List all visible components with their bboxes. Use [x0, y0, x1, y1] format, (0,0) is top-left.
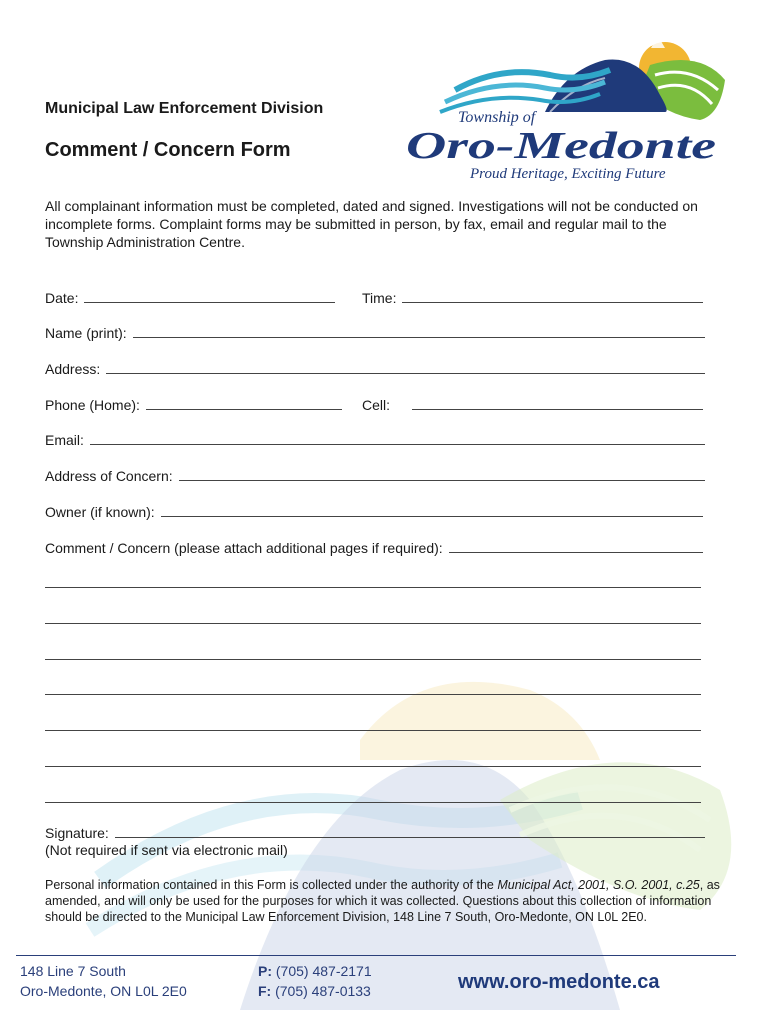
comment-line-5[interactable] — [45, 694, 701, 695]
signature-field[interactable] — [45, 823, 705, 841]
owner-line[interactable] — [161, 504, 703, 517]
privacy-text-2: , as amended, and will only be used for the purposes for which it was collected. Questions about this collection of information should be directed to the Municipal Law Enforcement Division, 148 Line 7 South, Oro-Medonte, ON L0L 2E0. — [45, 878, 720, 924]
signature-note: (Not required if sent via electronic mail) — [45, 842, 288, 858]
date-label: Date: — [45, 290, 79, 306]
comment-line-2[interactable] — [45, 587, 701, 588]
footer-address-line2: Oro-Medonte, ON L0L 2E0 — [20, 983, 187, 999]
intro-text: All complainant information must be completed, dated and signed. Investigations will not be conducted on incomplete forms. Complaint forms may be submitted in person, by fax, email and regular mail to the Township Administration Centre. — [45, 198, 698, 250]
email-label: Email: — [45, 432, 84, 448]
address-of-concern-label: Address of Concern: — [45, 468, 173, 484]
footer-phone: (705) 487-2171 — [275, 963, 372, 979]
address-of-concern-line[interactable] — [179, 468, 705, 481]
time-line[interactable] — [402, 290, 703, 303]
footer — [0, 955, 770, 1024]
owner-field[interactable] — [45, 502, 703, 520]
address-label: Address: — [45, 361, 101, 377]
time-label: Time: — [362, 290, 397, 306]
privacy-notice — [45, 877, 725, 925]
owner-label: Owner (if known): — [45, 504, 155, 520]
address-field[interactable] — [45, 359, 705, 377]
privacy-act-name: Municipal Act, 2001, S.O. 2001, c.25 — [497, 878, 700, 892]
name-line[interactable] — [133, 325, 705, 338]
footer-address — [20, 961, 187, 1001]
logo-tagline: Proud Heritage, Exciting Future — [470, 166, 666, 182]
fax-label: F: — [258, 983, 272, 999]
phone-home-line[interactable] — [146, 397, 342, 410]
date-field[interactable] — [45, 288, 335, 306]
email-line[interactable] — [90, 432, 705, 445]
footer-fax: (705) 487-0133 — [275, 983, 371, 999]
comment-line[interactable] — [449, 540, 703, 553]
name-field[interactable] — [45, 323, 705, 341]
address-of-concern-field[interactable] — [45, 466, 705, 484]
name-label: Name (print): — [45, 325, 127, 341]
comment-line-8[interactable] — [45, 802, 701, 803]
phone-label: P: — [258, 963, 272, 979]
footer-website-link[interactable]: www.oro-medonte.ca — [458, 971, 660, 993]
division-heading: Municipal Law Enforcement Division — [45, 100, 324, 117]
form-title: Comment / Concern Form — [45, 139, 291, 161]
signature-label: Signature: — [45, 825, 109, 841]
signature-line[interactable] — [115, 825, 705, 838]
phone-home-label: Phone (Home): — [45, 397, 140, 413]
comment-label: Comment / Concern (please attach additional pages if required): — [45, 540, 443, 556]
comment-line-3[interactable] — [45, 623, 701, 624]
cell-line[interactable] — [412, 397, 703, 410]
address-line[interactable] — [106, 361, 705, 374]
date-line[interactable] — [84, 290, 335, 303]
logo-name: Oro-Medonte — [406, 125, 717, 167]
footer-address-line1: 148 Line 7 South — [20, 963, 126, 979]
comment-field[interactable] — [45, 538, 703, 556]
phone-home-field[interactable] — [45, 395, 342, 413]
email-field[interactable] — [45, 430, 705, 448]
logo-township-of: Township of — [458, 109, 536, 126]
cell-field[interactable] — [362, 395, 703, 413]
privacy-text-1: Personal information contained in this Form is collected under the authority of the — [45, 878, 498, 892]
time-field[interactable] — [362, 288, 703, 306]
cell-label: Cell: — [362, 397, 391, 413]
comment-line-7[interactable] — [45, 766, 701, 767]
footer-contacts — [258, 961, 372, 1001]
comment-line-6[interactable] — [45, 730, 701, 731]
comment-line-4[interactable] — [45, 659, 701, 660]
footer-divider — [16, 955, 736, 956]
